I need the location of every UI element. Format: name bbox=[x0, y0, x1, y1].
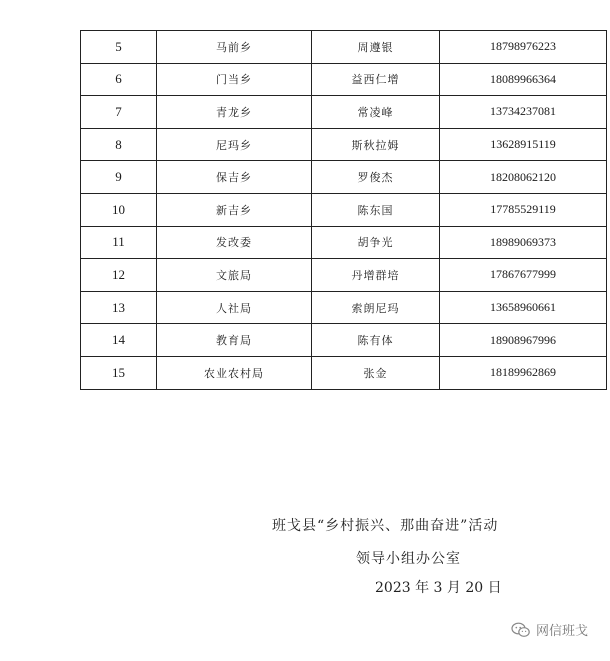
contact-name-cell: 丹增群培 bbox=[312, 259, 440, 292]
phone-cell: 13734237081 bbox=[440, 96, 607, 129]
row-number: 10 bbox=[81, 193, 157, 226]
row-number: 11 bbox=[81, 226, 157, 259]
table-row bbox=[81, 161, 607, 194]
signature-line-1: 班戈县“乡村振兴、那曲奋进”活动 bbox=[272, 518, 499, 534]
unit-cell: 教育局 bbox=[157, 324, 312, 357]
table-row bbox=[81, 259, 607, 292]
unit-cell: 人社局 bbox=[157, 291, 312, 324]
table-row bbox=[81, 128, 607, 161]
contact-name-cell: 张金 bbox=[312, 356, 440, 389]
unit-cell: 文旅局 bbox=[157, 259, 312, 292]
phone-cell: 18189962869 bbox=[440, 356, 607, 389]
row-number: 8 bbox=[81, 128, 157, 161]
row-number: 13 bbox=[81, 291, 157, 324]
row-number: 7 bbox=[81, 96, 157, 129]
contact-name-cell: 益西仁增 bbox=[312, 63, 440, 96]
table-row bbox=[81, 291, 607, 324]
phone-cell: 18089966364 bbox=[440, 63, 607, 96]
unit-cell: 新吉乡 bbox=[157, 193, 312, 226]
row-number: 6 bbox=[81, 63, 157, 96]
phone-cell: 18908967996 bbox=[440, 324, 607, 357]
contact-name-cell: 罗俊杰 bbox=[312, 161, 440, 194]
watermark bbox=[511, 620, 588, 639]
row-number: 14 bbox=[81, 324, 157, 357]
table-row bbox=[81, 96, 607, 129]
contact-name-cell: 索朗尼玛 bbox=[312, 291, 440, 324]
contact-name-cell: 陈有体 bbox=[312, 324, 440, 357]
phone-cell: 17785529119 bbox=[440, 193, 607, 226]
signature-line-2: 领导小组办公室 bbox=[356, 551, 461, 567]
contact-name-cell: 周遵银 bbox=[312, 31, 440, 64]
unit-cell: 农业农村局 bbox=[157, 356, 312, 389]
row-number: 5 bbox=[81, 31, 157, 64]
unit-cell: 门当乡 bbox=[157, 63, 312, 96]
watermark-text: 网信班戈 bbox=[536, 624, 589, 639]
unit-cell: 青龙乡 bbox=[157, 96, 312, 129]
contact-table-body bbox=[81, 31, 607, 390]
phone-cell: 13658960661 bbox=[440, 291, 607, 324]
contact-name-cell: 胡争光 bbox=[312, 226, 440, 259]
table-row bbox=[81, 193, 607, 226]
table-row bbox=[81, 226, 607, 259]
contact-name-cell: 常凌峰 bbox=[312, 96, 440, 129]
phone-cell: 18208062120 bbox=[440, 161, 607, 194]
table-row bbox=[81, 356, 607, 389]
contact-name-cell: 陈东国 bbox=[312, 193, 440, 226]
unit-cell: 尼玛乡 bbox=[157, 128, 312, 161]
table-row bbox=[81, 324, 607, 357]
row-number: 15 bbox=[81, 356, 157, 389]
wechat-icon bbox=[511, 622, 531, 638]
signature-date: 2023 年 3 月 20 日 bbox=[375, 580, 502, 596]
unit-cell: 马前乡 bbox=[157, 31, 312, 64]
row-number: 9 bbox=[81, 161, 157, 194]
unit-cell: 发改委 bbox=[157, 226, 312, 259]
contact-table bbox=[80, 30, 607, 390]
table-row bbox=[81, 31, 607, 64]
phone-cell: 18798976223 bbox=[440, 31, 607, 64]
contact-name-cell: 斯秋拉姆 bbox=[312, 128, 440, 161]
phone-cell: 17867677999 bbox=[440, 259, 607, 292]
table-row bbox=[81, 63, 607, 96]
phone-cell: 13628915119 bbox=[440, 128, 607, 161]
row-number: 12 bbox=[81, 259, 157, 292]
phone-cell: 18989069373 bbox=[440, 226, 607, 259]
unit-cell: 保吉乡 bbox=[157, 161, 312, 194]
